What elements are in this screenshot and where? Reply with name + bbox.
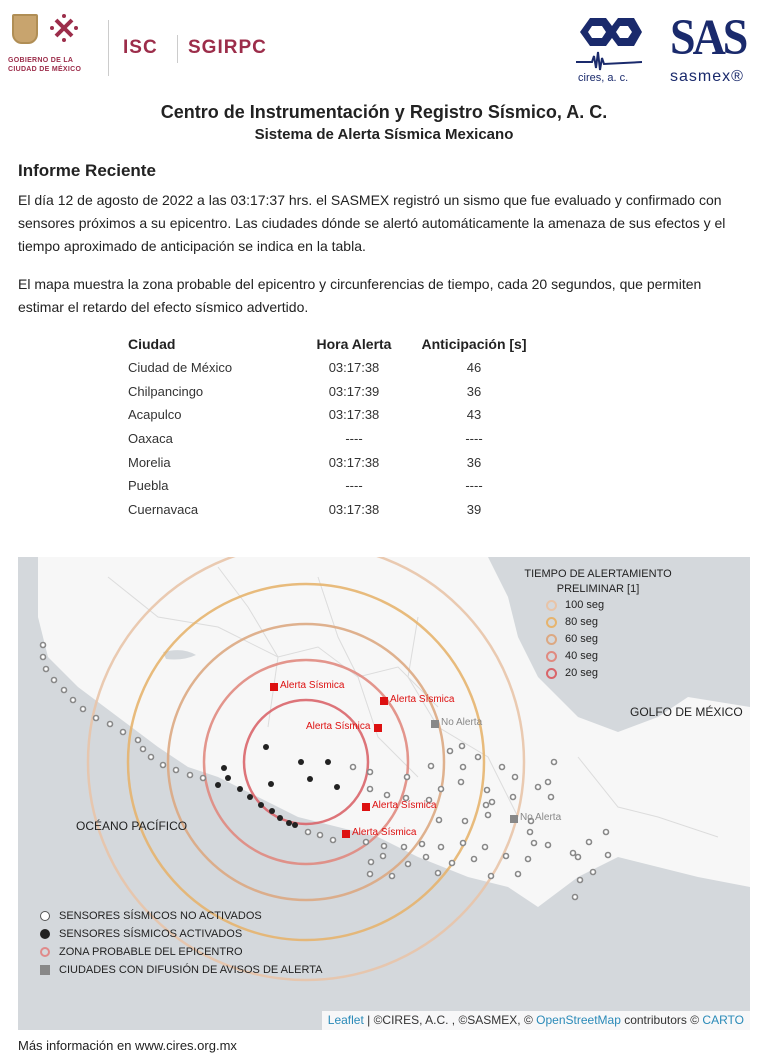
cell-city: Acapulco (128, 407, 182, 423)
cell-time: 03:17:38 (328, 454, 380, 470)
city-marker-label[interactable]: No Alerta (441, 717, 483, 728)
ring-icon (546, 600, 557, 611)
time-legend (508, 567, 688, 682)
cires-logo-text: cires, a. c. (578, 72, 629, 84)
carto-link[interactable]: CARTO (702, 1013, 744, 1027)
cell-city: Morelia (128, 454, 171, 470)
gulf-of-mexico-label: GOLFO DE MÉXICO (630, 705, 743, 719)
cell-anticipation: 43 (466, 407, 482, 423)
city-marker-label[interactable]: Alerta Sísmica (280, 680, 345, 691)
filled-circle-icon (40, 929, 50, 939)
table-row (128, 427, 534, 451)
report-paragraph-1: El día 12 de agosto de 2022 a las 03:17:37 hrs. el SASMEX registró un sismo que fue evaluado y confirmado con sensores próximos a su epicentro. Las ciudades dónde se alertó automáticamente la amenaza de sus efectos y el tiempo aproximado de anticipación se indica en la tabla. (18, 192, 726, 254)
symbol-legend (40, 907, 322, 979)
cell-anticipation: 36 (466, 383, 482, 399)
cell-anticipation: 36 (466, 454, 482, 470)
cell-time: 03:17:38 (328, 360, 380, 376)
cell-city: Ciudad de México (128, 360, 233, 376)
coat-of-arms-icon (12, 14, 38, 44)
cell-anticipation: 46 (466, 360, 482, 376)
page-subtitle: Sistema de Alerta Sísmica Mexicano (254, 126, 514, 143)
legend-label: CIUDADES CON DIFUSIÓN DE AVISOS DE ALERTA (59, 964, 323, 976)
legend-label: ZONA PROBABLE DEL EPICENTRO (59, 946, 243, 958)
table-header-row (128, 332, 534, 356)
openstreetmap-link[interactable]: OpenStreetMap (536, 1013, 621, 1027)
table-row (128, 450, 534, 474)
cell-anticipation: ---- (465, 478, 483, 494)
isc-logo-text: ISC (123, 37, 158, 58)
section-title: Informe Reciente (18, 161, 156, 180)
red-ring-icon (40, 947, 50, 957)
sasmex-logo-text: sasmex® (670, 68, 744, 85)
sas-logo-text: SAS (670, 9, 746, 66)
legend-item-20s (546, 665, 688, 682)
sgirpc-logo-text: SGIRPC (188, 37, 267, 58)
legend-item-40s (546, 648, 688, 665)
legend-label: SENSORES SÍSMICOS ACTIVADOS (59, 928, 243, 940)
ring-icon (546, 617, 557, 628)
legend-label: 80 seg (565, 616, 599, 628)
cell-time: ---- (345, 478, 363, 494)
time-legend-title-1: TIEMPO DE ALERTAMIENTO (524, 568, 672, 580)
page-titles (0, 100, 768, 146)
cell-anticipation: ---- (465, 431, 483, 447)
header-divider (177, 35, 178, 63)
alert-table (128, 332, 534, 521)
page-header (0, 0, 768, 92)
city-marker-label[interactable]: Alerta Sísmica (306, 721, 371, 732)
ring-icon (546, 651, 557, 662)
leaflet-link[interactable]: Leaflet (327, 1013, 364, 1027)
header-alert-time: Hora Alerta (316, 336, 392, 352)
legend-inactive-sensors (40, 907, 322, 925)
city-marker-label[interactable]: Alerta Sísmica (372, 800, 437, 811)
report-paragraph-2: El mapa muestra la zona probable del epicentro y circunferencias de tiempo, cada 20 segundos, que permiten estimar el retardo del efecto sísmico advertido. (18, 276, 702, 315)
legend-item-80s (546, 614, 688, 631)
legend-label: 100 seg (565, 599, 605, 611)
cdmx-knot-icon (50, 14, 78, 42)
cell-city: Puebla (128, 478, 169, 494)
table-row (128, 380, 534, 404)
header-city: Ciudad (128, 336, 176, 352)
header-anticipation: Anticipación [s] (421, 336, 527, 352)
cires-logo (572, 12, 646, 84)
city-marker-label[interactable]: Alerta Sísmica (352, 827, 417, 838)
cell-city: Cuernavaca (128, 501, 199, 517)
footer-info: Más información en www.cires.org.mx (18, 1038, 237, 1053)
legend-item-60s (546, 631, 688, 648)
map-attribution (322, 1011, 750, 1030)
legend-active-sensors (40, 925, 322, 943)
table-row (128, 498, 534, 522)
header-divider (108, 20, 109, 76)
cell-city: Chilpancingo (128, 383, 204, 399)
ring-icon (546, 668, 557, 679)
cell-time: ---- (345, 431, 363, 447)
cell-time: 03:17:38 (328, 501, 380, 517)
city-marker-label[interactable]: No Alerta (520, 812, 562, 823)
table-row (128, 356, 534, 380)
page-title: Centro de Instrumentación y Registro Sísmico, A. C. (160, 102, 608, 122)
cires-emblem-icon (572, 12, 646, 72)
time-legend-title-2: PRELIMINAR [1] (556, 583, 640, 595)
hollow-circle-icon (40, 911, 50, 921)
legend-label: 20 seg (565, 667, 599, 679)
legend-item-100s (546, 597, 688, 614)
legend-epicenter-zone (40, 943, 322, 961)
seismic-map[interactable] (18, 557, 750, 1030)
gov-logo-line2: CIUDAD DE MÉXICO (8, 66, 82, 73)
legend-label: 60 seg (565, 633, 599, 645)
ring-icon (546, 634, 557, 645)
sasmex-logo (666, 8, 762, 86)
pacific-ocean-label: OCÉANO PACÍFICO (76, 819, 188, 833)
legend-label: SENSORES SÍSMICOS NO ACTIVADOS (59, 910, 262, 922)
table-row (128, 474, 534, 498)
gray-square-icon (40, 965, 50, 975)
cdmx-government-logo (8, 12, 88, 78)
attribution-text: contributors © (620, 1013, 703, 1027)
legend-alert-cities (40, 961, 322, 979)
city-marker-label[interactable]: Alerta Sísmica (390, 694, 455, 705)
table-row (128, 403, 534, 427)
cell-city: Oaxaca (128, 431, 173, 447)
cell-anticipation: 39 (466, 501, 482, 517)
gov-logo-line1: GOBIERNO DE LA (8, 57, 74, 64)
cell-time: 03:17:39 (328, 383, 380, 399)
attribution-text: | ©CIRES, A.C. , ©SASMEX, © (363, 1013, 537, 1027)
cell-time: 03:17:38 (328, 407, 380, 423)
legend-label: 40 seg (565, 650, 599, 662)
